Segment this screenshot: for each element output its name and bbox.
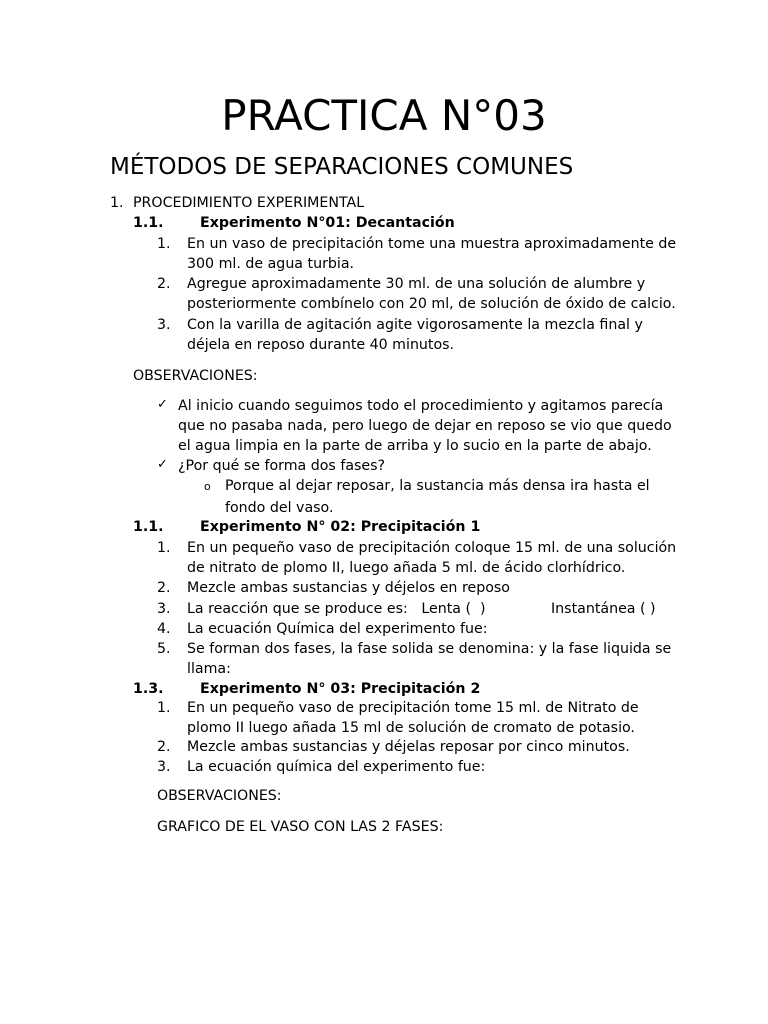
exp2-step1-line1: En un pequeño vaso de precipitación coloque 15 ml. de una solución bbox=[187, 540, 677, 556]
obs-item1-line2: que no pasaba nada, pero luego de dejar en reposo se vio que quedo bbox=[178, 418, 672, 434]
exp3-step3-num: 3. bbox=[157, 759, 171, 775]
exp2-step3-line1: La reacción que se produce es: Lenta ( ) bbox=[187, 601, 486, 617]
exp2-step2-line1: Mezcle ambas sustancias y déjelos en reposo bbox=[187, 580, 510, 596]
exp2-step1-num: 1. bbox=[157, 540, 171, 556]
exp1-number: 1.1. bbox=[133, 215, 164, 231]
exp3-step1-line1: En un pequeño vaso de precipitación tome 15 ml. de Nitrato de bbox=[187, 700, 639, 716]
obs-sub-line2: fondo del vaso. bbox=[225, 500, 334, 516]
exp1-step3-line2: déjela en reposo durante 40 minutos. bbox=[187, 337, 455, 353]
obs-item2: ¿Por qué se forma dos fases? bbox=[178, 458, 386, 474]
exp2-step2-num: 2. bbox=[157, 580, 171, 596]
exp1-step2-num: 2. bbox=[157, 276, 171, 292]
exp3-step1-num: 1. bbox=[157, 700, 171, 716]
observaciones-label: OBSERVACIONES: bbox=[133, 368, 258, 384]
exp2-step5-line1: Se forman dos fases, la fase solida se denomina: y la fase liquida se bbox=[187, 641, 672, 657]
obs-item1-line3: el agua limpia en la parte de arriba y lo sucio en la parte de abajo. bbox=[178, 438, 652, 454]
exp2-step1-line2: de nitrato de plomo II, luego añada 5 ml. de ácido clorhídrico. bbox=[187, 560, 626, 576]
page-title: PRACTICA N°03 bbox=[221, 91, 547, 140]
observaciones-label-2: OBSERVACIONES: bbox=[157, 788, 282, 804]
checkmark-icon: ✓ bbox=[157, 457, 168, 472]
obs-item1-line1: Al inicio cuando seguimos todo el procedimiento y agitamos parecía bbox=[178, 398, 664, 414]
exp1-step2-line1: Agregue aproximadamente 30 ml. de una solución de alumbre y bbox=[187, 276, 646, 292]
exp3-step1-line2: plomo II luego añada 15 ml de solución de cromato de potasio. bbox=[187, 720, 635, 736]
exp2-step4-num: 4. bbox=[157, 621, 171, 637]
grafico-label: GRAFICO DE EL VASO CON LAS 2 FASES: bbox=[157, 819, 444, 835]
exp2-step4-line1: La ecuación Química del experimento fue: bbox=[187, 621, 488, 637]
exp3-step2-num: 2. bbox=[157, 739, 171, 755]
exp3-step2-line1: Mezcle ambas sustancias y déjelas reposar por cinco minutos. bbox=[187, 739, 630, 755]
exp3-number: 1.3. bbox=[133, 681, 164, 697]
exp2-step5-num: 5. bbox=[157, 641, 171, 657]
exp1-step1-num: 1. bbox=[157, 236, 171, 252]
exp2-step3-extra: Instantánea ( ) bbox=[551, 601, 656, 617]
exp2-step3-num: 3. bbox=[157, 601, 171, 617]
exp1-step1-line1: En un vaso de precipitación tome una muestra aproximadamente de bbox=[187, 236, 677, 252]
bullet-icon: o bbox=[204, 480, 211, 493]
exp3-step3-line1: La ecuación química del experimento fue: bbox=[187, 759, 486, 775]
exp1-step3-num: 3. bbox=[157, 317, 171, 333]
exp1-step1-line2: 300 ml. de agua turbia. bbox=[187, 256, 355, 272]
exp2-number: 1.1. bbox=[133, 519, 164, 535]
exp3-heading: Experimento N° 03: Precipitación 2 bbox=[200, 681, 481, 697]
section-label: PROCEDIMIENTO EXPERIMENTAL bbox=[133, 195, 365, 211]
exp1-step2-line2: posteriormente combínelo con 20 ml, de solución de óxido de calcio. bbox=[187, 296, 676, 312]
section-number: 1. bbox=[110, 195, 124, 211]
exp1-heading: Experimento N°01: Decantación bbox=[200, 215, 455, 231]
exp2-heading: Experimento N° 02: Precipitación 1 bbox=[200, 519, 481, 535]
obs-sub-line1: Porque al dejar reposar, la sustancia más densa ira hasta el bbox=[225, 478, 650, 494]
page-subtitle: MÉTODOS DE SEPARACIONES COMUNES bbox=[110, 154, 574, 180]
checkmark-icon: ✓ bbox=[157, 397, 168, 412]
exp2-step5-line2: llama: bbox=[187, 661, 231, 677]
exp1-step3-line1: Con la varilla de agitación agite vigorosamente la mezcla final y bbox=[187, 317, 643, 333]
